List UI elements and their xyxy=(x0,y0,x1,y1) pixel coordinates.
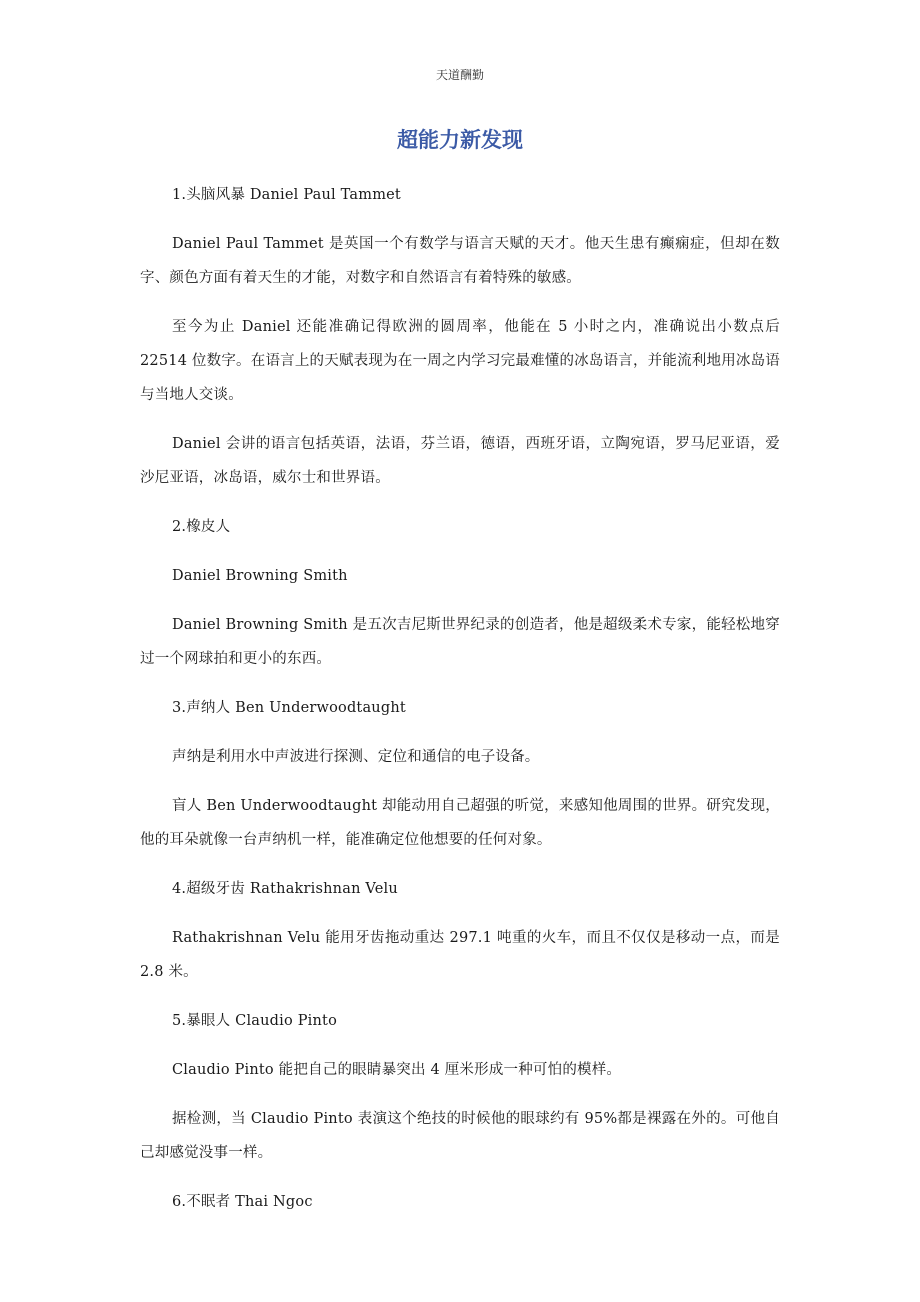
section-heading-6: 6.不眠者 Thai Ngoc xyxy=(172,1194,313,1210)
paragraph: Rathakrishnan Velu 能用牙齿拖动重达 297.1 吨重的火车，而且不仅仅是移动一点，而是 2.8 米。 xyxy=(140,930,780,980)
paragraph: Daniel 会讲的语言包括英语，法语，芬兰语，德语，西班牙语，立陶宛语，罗马尼亚语，爱沙尼亚语，冰岛语，威尔士和世界语。 xyxy=(140,436,780,486)
section-heading-4: 4.超级牙齿 Rathakrishnan Velu xyxy=(172,881,398,897)
running-header: 天道酬勤 xyxy=(435,68,484,82)
paragraph: 盲人 Ben Underwoodtaught 却能动用自己超强的听觉，来感知他周围的世界。研究发现，他的耳朵就像一台声纳机一样，能准确定位他想要的任何对象。 xyxy=(140,798,780,848)
paragraph: 声纳是利用水中声波进行探测、定位和通信的电子设备。 xyxy=(172,749,540,765)
paragraph: Daniel Browning Smith xyxy=(172,568,348,584)
document-title: 超能力新发现 xyxy=(397,128,523,152)
section-heading-2: 2.橡皮人 xyxy=(172,519,231,535)
paragraph: Daniel Browning Smith 是五次吉尼斯世界纪录的创造者，他是超级柔术专家，能轻松地穿过一个网球拍和更小的东西。 xyxy=(140,617,780,667)
section-heading-5: 5.暴眼人 Claudio Pinto xyxy=(172,1013,338,1029)
paragraph: Daniel Paul Tammet 是英国一个有数学与语言天赋的天才。他天生患有癫痫症，但却在数字、颜色方面有着天生的才能，对数字和自然语言有着特殊的敏感。 xyxy=(140,236,780,286)
section-heading-3: 3.声纳人 Ben Underwoodtaught xyxy=(172,700,406,716)
document-body xyxy=(140,178,780,1234)
paragraph: 至今为止 Daniel 还能准确记得欧洲的圆周率，他能在 5 小时之内，准确说出小数点后 22514 位数字。在语言上的天赋表现为在一周之内学习完最难懂的冰岛语言，并能流利地用冰岛语与当地人交谈。 xyxy=(140,319,780,403)
section-heading-1: 1.头脑风暴 Daniel Paul Tammet xyxy=(172,187,401,203)
paragraph: Claudio Pinto 能把自己的眼睛暴突出 4 厘米形成一种可怕的模样。 xyxy=(172,1062,622,1078)
paragraph: 据检测，当 Claudio Pinto 表演这个绝技的时候他的眼球约有 95%都是裸露在外的。可他自己却感觉没事一样。 xyxy=(140,1111,780,1161)
